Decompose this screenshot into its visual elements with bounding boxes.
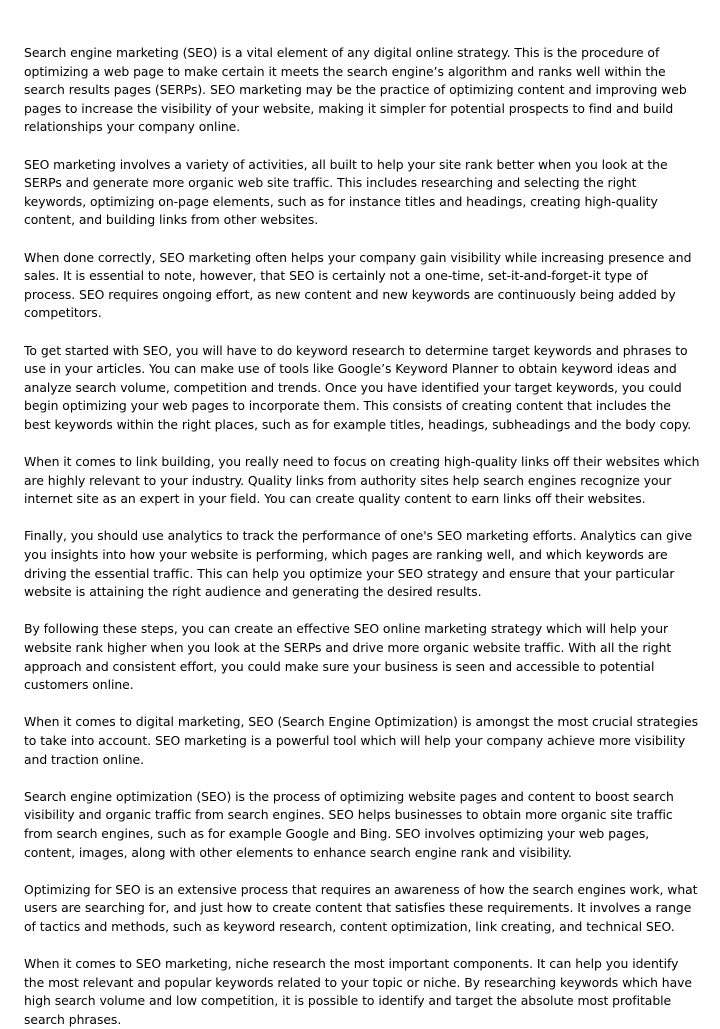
document-body: [24, 44, 700, 1029]
paragraph-seo-process: Search engine optimization (SEO) is the process of optimizing website pages and content to boost search visibility and organic traffic from search engines. SEO helps businesses to obtain more organic site traffic from search engines, such as for example Google and Bing. SEO involves optimizing your web pages, content, images, along with other elements to enhance search engine rank and visibility.: [24, 788, 674, 860]
paragraph-seo-activities: SEO marketing involves a variety of activities, all built to help your site rank better when you look at the SERPs and generate more organic web site traffic. This includes researching and selecting the right keywords, optimizing on-page elements, such as for instance titles and headings, creating high-quality content, and building links from other websites.: [24, 156, 668, 228]
paragraph-keyword-research: To get started with SEO, you will have to do keyword research to determine target keywords and phrases to use in your articles. You can make use of tools like Google’s Keyword Planner to obtain keyword ideas and analyze search volume, competition and trends. Once you have identified your target keywords, you could begin optimizing your web pages to incorporate them. This consists of creating content that includes the best keywords within the right places, such as for example titles, headings, subheadings and the body copy.: [24, 342, 692, 432]
paragraph-optimizing-for-seo: Optimizing for SEO is an extensive process that requires an awareness of how the search engines work, what users are searching for, and just how to create content that satisfies these requirements. It involves a range of tactics and methods, such as keyword research, content optimization, link creating, and technical SEO.: [24, 881, 698, 934]
paragraph-seo-definition: Search engine marketing (SEO) is a vital element of any digital online strategy. This is the procedure of optimizing a web page to make certain it meets the search engine’s algorithm and ranks well within the search results pages (SERPs). SEO marketing may be the practice of optimizing content and improving web pages to increase the visibility of your website, making it simpler for potential prospects to find and build relationships your company online.: [24, 45, 687, 135]
paragraph-niche-research: When it comes to SEO marketing, niche research the most important components. It can help you identify the most relevant and popular keywords related to your topic or niche. By researching keywords which have high search volume and low competition, it is possible to identify and target the absolute most profitable search phrases.: [24, 956, 693, 1027]
paragraph-digital-marketing: When it comes to digital marketing, SEO (Search Engine Optimization) is amongst the most crucial strategies to take into account. SEO marketing is a powerful tool which will help your company achieve more visibility and traction online.: [24, 714, 698, 767]
paragraph-analytics: Finally, you should use analytics to track the performance of one's SEO marketing efforts. Analytics can give you insights into how your website is performing, which pages are ranking well, and which keywords are driving the essential traffic. This can help you optimize your SEO strategy and ensure that your particular website is attaining the right audience and generating the desired results.: [24, 528, 693, 600]
paragraph-following-steps: By following these steps, you can create an effective SEO online marketing strategy which will help your website rank higher when you look at the SERPs and drive more organic website traffic. With all the right approach and consistent effort, you could make sure your business is seen and accessible to potential customers online.: [24, 621, 672, 693]
paragraph-link-building: When it comes to link building, you really need to focus on creating high-quality links off their websites which are highly relevant to your industry. Quality links from authority sites help search engines recognize your internet site as an expert in your field. You can create quality content to earn links off their websites.: [24, 454, 700, 507]
paragraph-seo-ongoing-effort: When done correctly, SEO marketing often helps your company gain visibility while increasing presence and sales. It is essential to note, however, that SEO is certainly not a one-time, set-it-and-forget-it type of process. SEO requires ongoing effort, as new content and new keywords are continuously being added by competitors.: [24, 249, 692, 321]
